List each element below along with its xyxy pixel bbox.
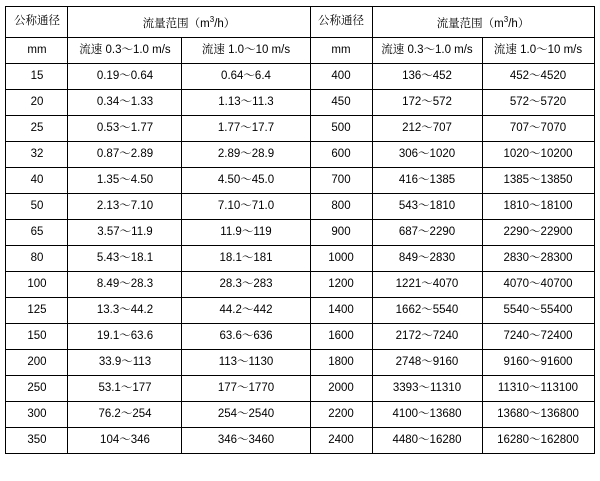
- cell-high-right: 452～4520: [482, 63, 594, 89]
- cell-high-left: 1.13～11.3: [182, 89, 310, 115]
- cell-high-left: 11.9～119: [182, 219, 310, 245]
- cell-dn-right: 1000: [310, 245, 372, 271]
- header-flow-range-right-prefix: 流量范围（m: [436, 17, 504, 30]
- cell-high-left: 113～1130: [182, 349, 310, 375]
- cell-high-right: 4070～40700: [482, 271, 594, 297]
- cell-dn-right: 400: [310, 63, 372, 89]
- cell-low-right: 4480～16280: [372, 427, 482, 453]
- cell-low-right: 849～2830: [372, 245, 482, 271]
- cell-low-right: 3393～11310: [372, 375, 482, 401]
- cell-high-left: 1.77～17.7: [182, 115, 310, 141]
- cell-low-right: 2748～9160: [372, 349, 482, 375]
- cell-high-right: 2290～22900: [482, 219, 594, 245]
- header-flow-range-right-suffix: /h）: [508, 17, 530, 30]
- table-row: [6, 349, 594, 375]
- cell-low-left: 53.1～177: [68, 375, 182, 401]
- table-row: [6, 297, 594, 323]
- cell-low-left: 8.49～28.3: [68, 271, 182, 297]
- cell-dn-left: 200: [6, 349, 68, 375]
- cell-low-left: 0.87～2.89: [68, 141, 182, 167]
- cell-high-right: 5540～55400: [482, 297, 594, 323]
- cell-high-left: 0.64～6.4: [182, 63, 310, 89]
- header-nominal-diameter-right: 公称通径: [310, 7, 372, 38]
- cell-dn-right: 900: [310, 219, 372, 245]
- cell-dn-right: 2200: [310, 401, 372, 427]
- cell-dn-right: 1800: [310, 349, 372, 375]
- cell-low-right: 212～707: [372, 115, 482, 141]
- cell-low-right: 2172～7240: [372, 323, 482, 349]
- table-row: [6, 89, 594, 115]
- cell-low-left: 2.13～7.10: [68, 193, 182, 219]
- table-row: [6, 245, 594, 271]
- cell-low-right: 1221～4070: [372, 271, 482, 297]
- cell-high-left: 254～2540: [182, 401, 310, 427]
- cell-low-left: 1.35～4.50: [68, 167, 182, 193]
- cell-dn-left: 65: [6, 219, 68, 245]
- cell-high-right: 707～7070: [482, 115, 594, 141]
- cell-high-left: 18.1～181: [182, 245, 310, 271]
- table-row: [6, 115, 594, 141]
- cell-low-right: 543～1810: [372, 193, 482, 219]
- cell-high-left: 4.50～45.0: [182, 167, 310, 193]
- cell-dn-left: 125: [6, 297, 68, 323]
- cell-high-left: 7.10～71.0: [182, 193, 310, 219]
- cell-dn-right: 500: [310, 115, 372, 141]
- flow-range-table: [5, 6, 594, 454]
- cell-low-right: 306～1020: [372, 141, 482, 167]
- cell-high-right: 13680～136800: [482, 401, 594, 427]
- cell-dn-left: 15: [6, 63, 68, 89]
- header-unit-mm-left: mm: [6, 37, 68, 63]
- header-speed-high-right: 流速 1.0～10 m/s: [482, 37, 594, 63]
- cell-low-left: 3.57～11.9: [68, 219, 182, 245]
- table-row: [6, 167, 594, 193]
- cell-high-right: 1810～18100: [482, 193, 594, 219]
- cell-dn-left: 250: [6, 375, 68, 401]
- cell-high-left: 44.2～442: [182, 297, 310, 323]
- table-row: [6, 271, 594, 297]
- table-row: [6, 141, 594, 167]
- cell-low-right: 136～452: [372, 63, 482, 89]
- cell-low-left: 19.1～63.6: [68, 323, 182, 349]
- cell-high-right: 1385～13850: [482, 167, 594, 193]
- cell-low-right: 1662～5540: [372, 297, 482, 323]
- cell-dn-left: 20: [6, 89, 68, 115]
- header-flow-range-left-prefix: 流量范围（m: [142, 17, 210, 30]
- table-row: [6, 63, 594, 89]
- cell-low-right: 4100～13680: [372, 401, 482, 427]
- cell-low-left: 0.34～1.33: [68, 89, 182, 115]
- cell-high-left: 28.3～283: [182, 271, 310, 297]
- cell-high-left: 346～3460: [182, 427, 310, 453]
- cell-high-left: 2.89～28.9: [182, 141, 310, 167]
- cell-high-right: 572～5720: [482, 89, 594, 115]
- cell-high-left: 177～1770: [182, 375, 310, 401]
- table-row: [6, 427, 594, 453]
- cell-low-left: 5.43～18.1: [68, 245, 182, 271]
- cell-dn-left: 50: [6, 193, 68, 219]
- header-unit-mm-right: mm: [310, 37, 372, 63]
- cell-dn-left: 80: [6, 245, 68, 271]
- cell-dn-right: 600: [310, 141, 372, 167]
- cell-dn-left: 40: [6, 167, 68, 193]
- cell-high-right: 2830～28300: [482, 245, 594, 271]
- cell-high-right: 16280～162800: [482, 427, 594, 453]
- cell-high-right: 11310～113100: [482, 375, 594, 401]
- table-row: [6, 219, 594, 245]
- cell-low-left: 76.2～254: [68, 401, 182, 427]
- header-flow-range-right: [372, 7, 594, 38]
- cell-dn-right: 1400: [310, 297, 372, 323]
- header-speed-low-left: 流速 0.3～1.0 m/s: [68, 37, 182, 63]
- cell-dn-left: 100: [6, 271, 68, 297]
- header-flow-range-right-exp: 3: [503, 15, 509, 24]
- cell-high-left: 63.6～636: [182, 323, 310, 349]
- cell-dn-right: 2000: [310, 375, 372, 401]
- header-flow-range-left: [68, 7, 310, 38]
- table-row: [6, 323, 594, 349]
- cell-dn-right: 1600: [310, 323, 372, 349]
- cell-dn-left: 300: [6, 401, 68, 427]
- cell-dn-left: 150: [6, 323, 68, 349]
- header-flow-range-left-exp: 3: [209, 15, 215, 24]
- cell-dn-right: 450: [310, 89, 372, 115]
- header-nominal-diameter-left: 公称通径: [6, 7, 68, 38]
- cell-high-right: 9160～91600: [482, 349, 594, 375]
- cell-high-right: 7240～72400: [482, 323, 594, 349]
- cell-dn-left: 25: [6, 115, 68, 141]
- table-row: [6, 375, 594, 401]
- table-header-row-main: [6, 7, 594, 38]
- cell-dn-left: 350: [6, 427, 68, 453]
- cell-low-right: 687～2290: [372, 219, 482, 245]
- table-header-row-sub: [6, 37, 594, 63]
- cell-dn-right: 700: [310, 167, 372, 193]
- cell-high-right: 1020～10200: [482, 141, 594, 167]
- cell-low-left: 0.53～1.77: [68, 115, 182, 141]
- cell-dn-left: 32: [6, 141, 68, 167]
- cell-dn-right: 1200: [310, 271, 372, 297]
- cell-dn-right: 800: [310, 193, 372, 219]
- cell-low-left: 0.19～0.64: [68, 63, 182, 89]
- table-row: [6, 193, 594, 219]
- header-flow-range-left-suffix: /h）: [214, 17, 236, 30]
- cell-low-right: 172～572: [372, 89, 482, 115]
- cell-dn-right: 2400: [310, 427, 372, 453]
- cell-low-right: 416～1385: [372, 167, 482, 193]
- cell-low-left: 104～346: [68, 427, 182, 453]
- header-speed-high-left: 流速 1.0～10 m/s: [182, 37, 310, 63]
- table-row: [6, 401, 594, 427]
- cell-low-left: 33.9～113: [68, 349, 182, 375]
- cell-low-left: 13.3～44.2: [68, 297, 182, 323]
- header-speed-low-right: 流速 0.3～1.0 m/s: [372, 37, 482, 63]
